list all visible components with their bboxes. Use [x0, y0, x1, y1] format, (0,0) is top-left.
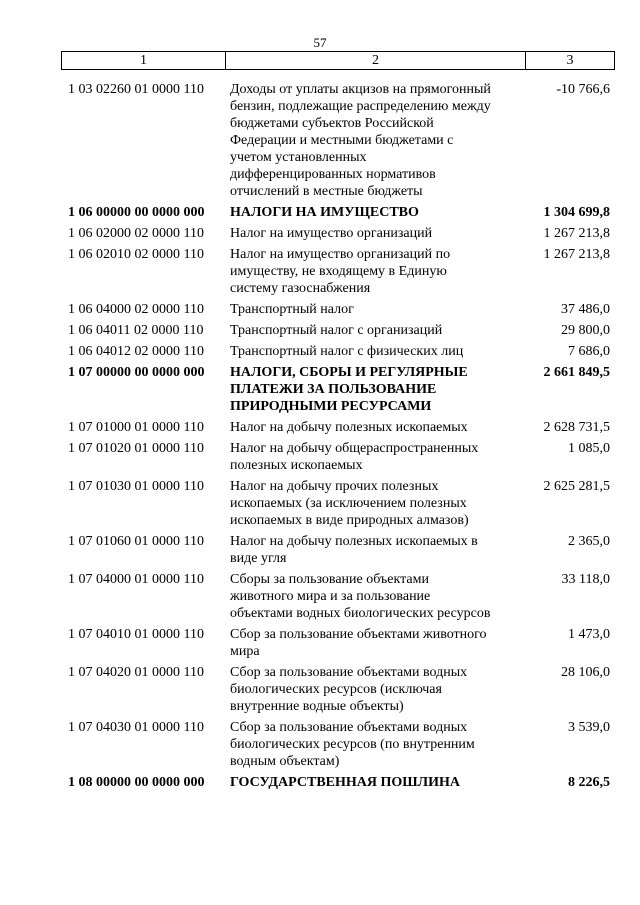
row-amount: 29 800,0: [561, 323, 610, 338]
row-name: Налог на добычу полезных ископаемых в виде угля: [230, 534, 478, 566]
table-row: [68, 626, 610, 660]
row-name: Сбор за пользование объектами водных биологических ресурсов (по внутренним водным объектам): [230, 720, 475, 769]
column-header-code: 1: [62, 52, 226, 69]
row-name: Транспортный налог с организаций: [230, 323, 443, 338]
table-row: [68, 571, 610, 622]
row-amount: 1 267 213,8: [543, 247, 610, 262]
row-name: ГОСУДАРСТВЕННАЯ ПОШЛИНА: [230, 775, 460, 790]
row-code: 1 08 00000 00 0000 000: [68, 775, 205, 790]
row-code: 1 07 01060 01 0000 110: [68, 534, 204, 549]
row-code: 1 07 04010 01 0000 110: [68, 627, 204, 642]
table-row: [68, 419, 610, 436]
table-row: [68, 774, 610, 791]
table-row: [68, 664, 610, 715]
table-body: [68, 81, 610, 795]
table-row: [68, 81, 610, 200]
row-code: 1 06 04000 02 0000 110: [68, 302, 204, 317]
table-row: [68, 478, 610, 529]
row-amount: 1 304 699,8: [543, 205, 610, 220]
table-row: [68, 301, 610, 318]
row-name: Сбор за пользование объектами водных биологических ресурсов (исключая внутренние водные объекты): [230, 665, 468, 714]
column-header-name: 2: [226, 52, 526, 69]
row-name: Налог на имущество организаций по имуществу, не входящему в Единую систему газоснабжения: [230, 247, 451, 296]
column-header-amount: 3: [566, 53, 574, 68]
row-code: 1 07 04020 01 0000 110: [68, 665, 204, 680]
row-amount: 2 365,0: [568, 534, 610, 549]
table-row: [68, 440, 610, 474]
row-amount: 37 486,0: [561, 302, 610, 317]
row-amount: 8 226,5: [568, 775, 610, 790]
row-name: Сбор за пользование объектами животного мира: [230, 627, 487, 659]
row-code: 1 07 01020 01 0000 110: [68, 441, 204, 456]
table-row: [68, 322, 610, 339]
row-amount: 3 539,0: [568, 720, 610, 735]
table-row: [68, 204, 610, 221]
table-row: [68, 246, 610, 297]
row-name: Транспортный налог: [230, 302, 354, 317]
row-amount: 1 267 213,8: [543, 226, 610, 241]
table-row: [68, 533, 610, 567]
row-name: НАЛОГИ, СБОРЫ И РЕГУЛЯРНЫЕ ПЛАТЕЖИ ЗА ПОЛЬЗОВАНИЕ ПРИРОДНЫМИ РЕСУРСАМИ: [230, 365, 468, 414]
row-amount: 1 085,0: [568, 441, 610, 456]
table-row: [68, 225, 610, 242]
row-amount: 1 473,0: [568, 627, 610, 642]
row-code: 1 07 04030 01 0000 110: [68, 720, 204, 735]
row-amount: -10 766,6: [556, 82, 610, 97]
row-code: 1 07 00000 00 0000 000: [68, 365, 205, 380]
row-code: 1 07 01030 01 0000 110: [68, 479, 204, 494]
row-name: НАЛОГИ НА ИМУЩЕСТВО: [230, 205, 419, 220]
row-code: 1 06 02000 02 0000 110: [68, 226, 204, 241]
row-amount: 33 118,0: [561, 572, 610, 587]
page-number: 57: [313, 35, 327, 50]
row-code: 1 06 04011 02 0000 110: [68, 323, 204, 338]
row-code: 1 03 02260 01 0000 110: [68, 82, 204, 97]
table-row: [68, 343, 610, 360]
row-name: Сборы за пользование объектами животного мира и за пользование объектами водных биологических ресурсов: [230, 572, 491, 621]
row-code: 1 06 04012 02 0000 110: [68, 344, 204, 359]
row-name: Транспортный налог с физических лиц: [230, 344, 464, 359]
table-row: [68, 719, 610, 770]
row-name: Налог на добычу общераспространенных полезных ископаемых: [230, 441, 479, 473]
row-amount: 2 628 731,5: [543, 420, 610, 435]
row-amount: 7 686,0: [568, 344, 610, 359]
row-amount: 28 106,0: [561, 665, 610, 680]
table-header: [61, 51, 615, 70]
row-name: Налог на имущество организаций: [230, 226, 433, 241]
table-row: [68, 364, 610, 415]
row-name: Налог на добычу полезных ископаемых: [230, 420, 468, 435]
row-code: 1 06 00000 00 0000 000: [68, 205, 205, 220]
row-name: Налог на добычу прочих полезных ископаемых (за исключением полезных ископаемых в виде природных алмазов): [230, 479, 469, 528]
row-code: 1 07 04000 01 0000 110: [68, 572, 204, 587]
row-code: 1 06 02010 02 0000 110: [68, 247, 204, 262]
row-name: Доходы от уплаты акцизов на прямогонный бензин, подлежащие распределению между бюджетами субъектов Российской Федерации и местными бюджетами с учетом установленных дифференцированных нормативов отчислений в местные бюджеты: [230, 82, 491, 199]
row-code: 1 07 01000 01 0000 110: [68, 420, 204, 435]
row-amount: 2 661 849,5: [543, 365, 610, 380]
row-amount: 2 625 281,5: [543, 479, 610, 494]
